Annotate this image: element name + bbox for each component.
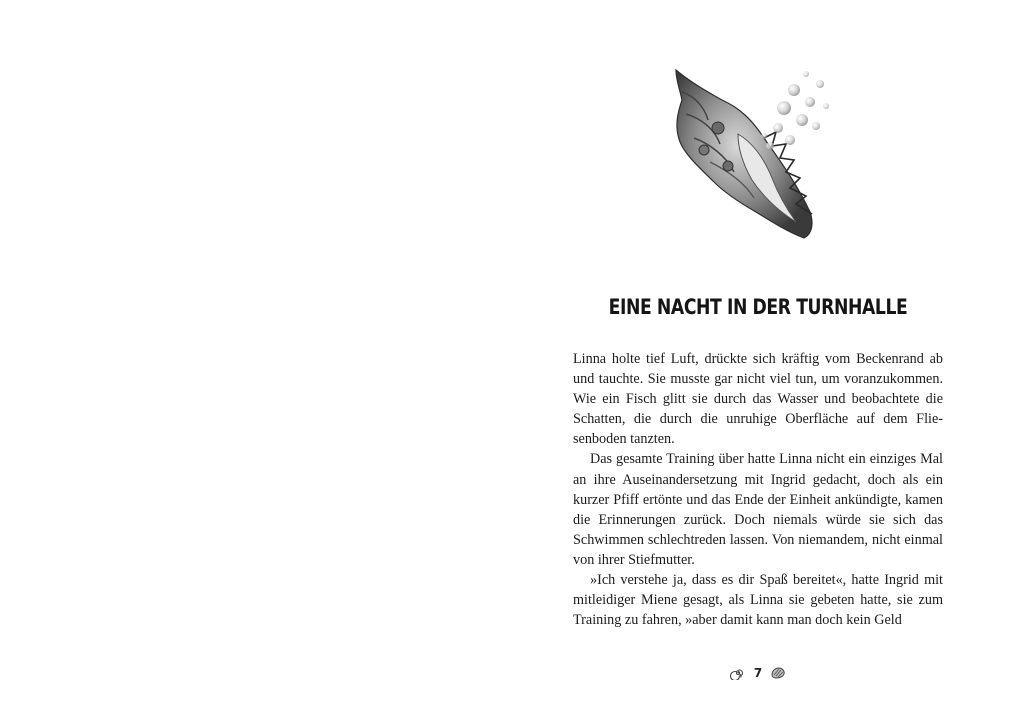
chapter-body-text xyxy=(573,349,943,630)
page-footer xyxy=(726,663,790,683)
spiral-shell-icon xyxy=(730,666,746,680)
paragraph-2: Das gesamte Training über hatte Linna nicht ein einziges Mal an ihre Auseinandersetzung mit Ingrid gedacht, doch als ein kurzer Pfiff ertönte und das Ende der Einheit ankündigte, kamen die Erinnerungen zurück. Doch niemals würde sie sich das Schwimmen schlechtreden lassen. Von niemandem, nicht einmal von ihrer Stiefmutter. xyxy=(573,451,943,568)
paragraph-3: »Ich verstehe ja, dass es dir Spaß bereitet«, hatte Ingrid mit mitleidiger Miene gesagt, als Linna sie gebeten hatte, sie zum Training zu fahren, »aber damit kann man doch kein Geld xyxy=(573,572,943,629)
conch-shell-icon xyxy=(660,62,850,247)
chapter-title: EINE NACHT IN DER TURNHALLE xyxy=(608,295,908,320)
page-number: 7 xyxy=(753,666,763,680)
paragraph-1: Linna holte tief Luft, drückte sich kräftig vom Beckenrand ab und tauchte. Sie musste gar nicht viel tun, um voranzukommen. Wie ein Fisch glitt sie durch das Wasser und beobachtete die Schatten, die durch die unruhige Oberfläche auf dem Fliesenboden tanzten. xyxy=(573,351,943,448)
scallop-shell-icon xyxy=(770,666,786,680)
